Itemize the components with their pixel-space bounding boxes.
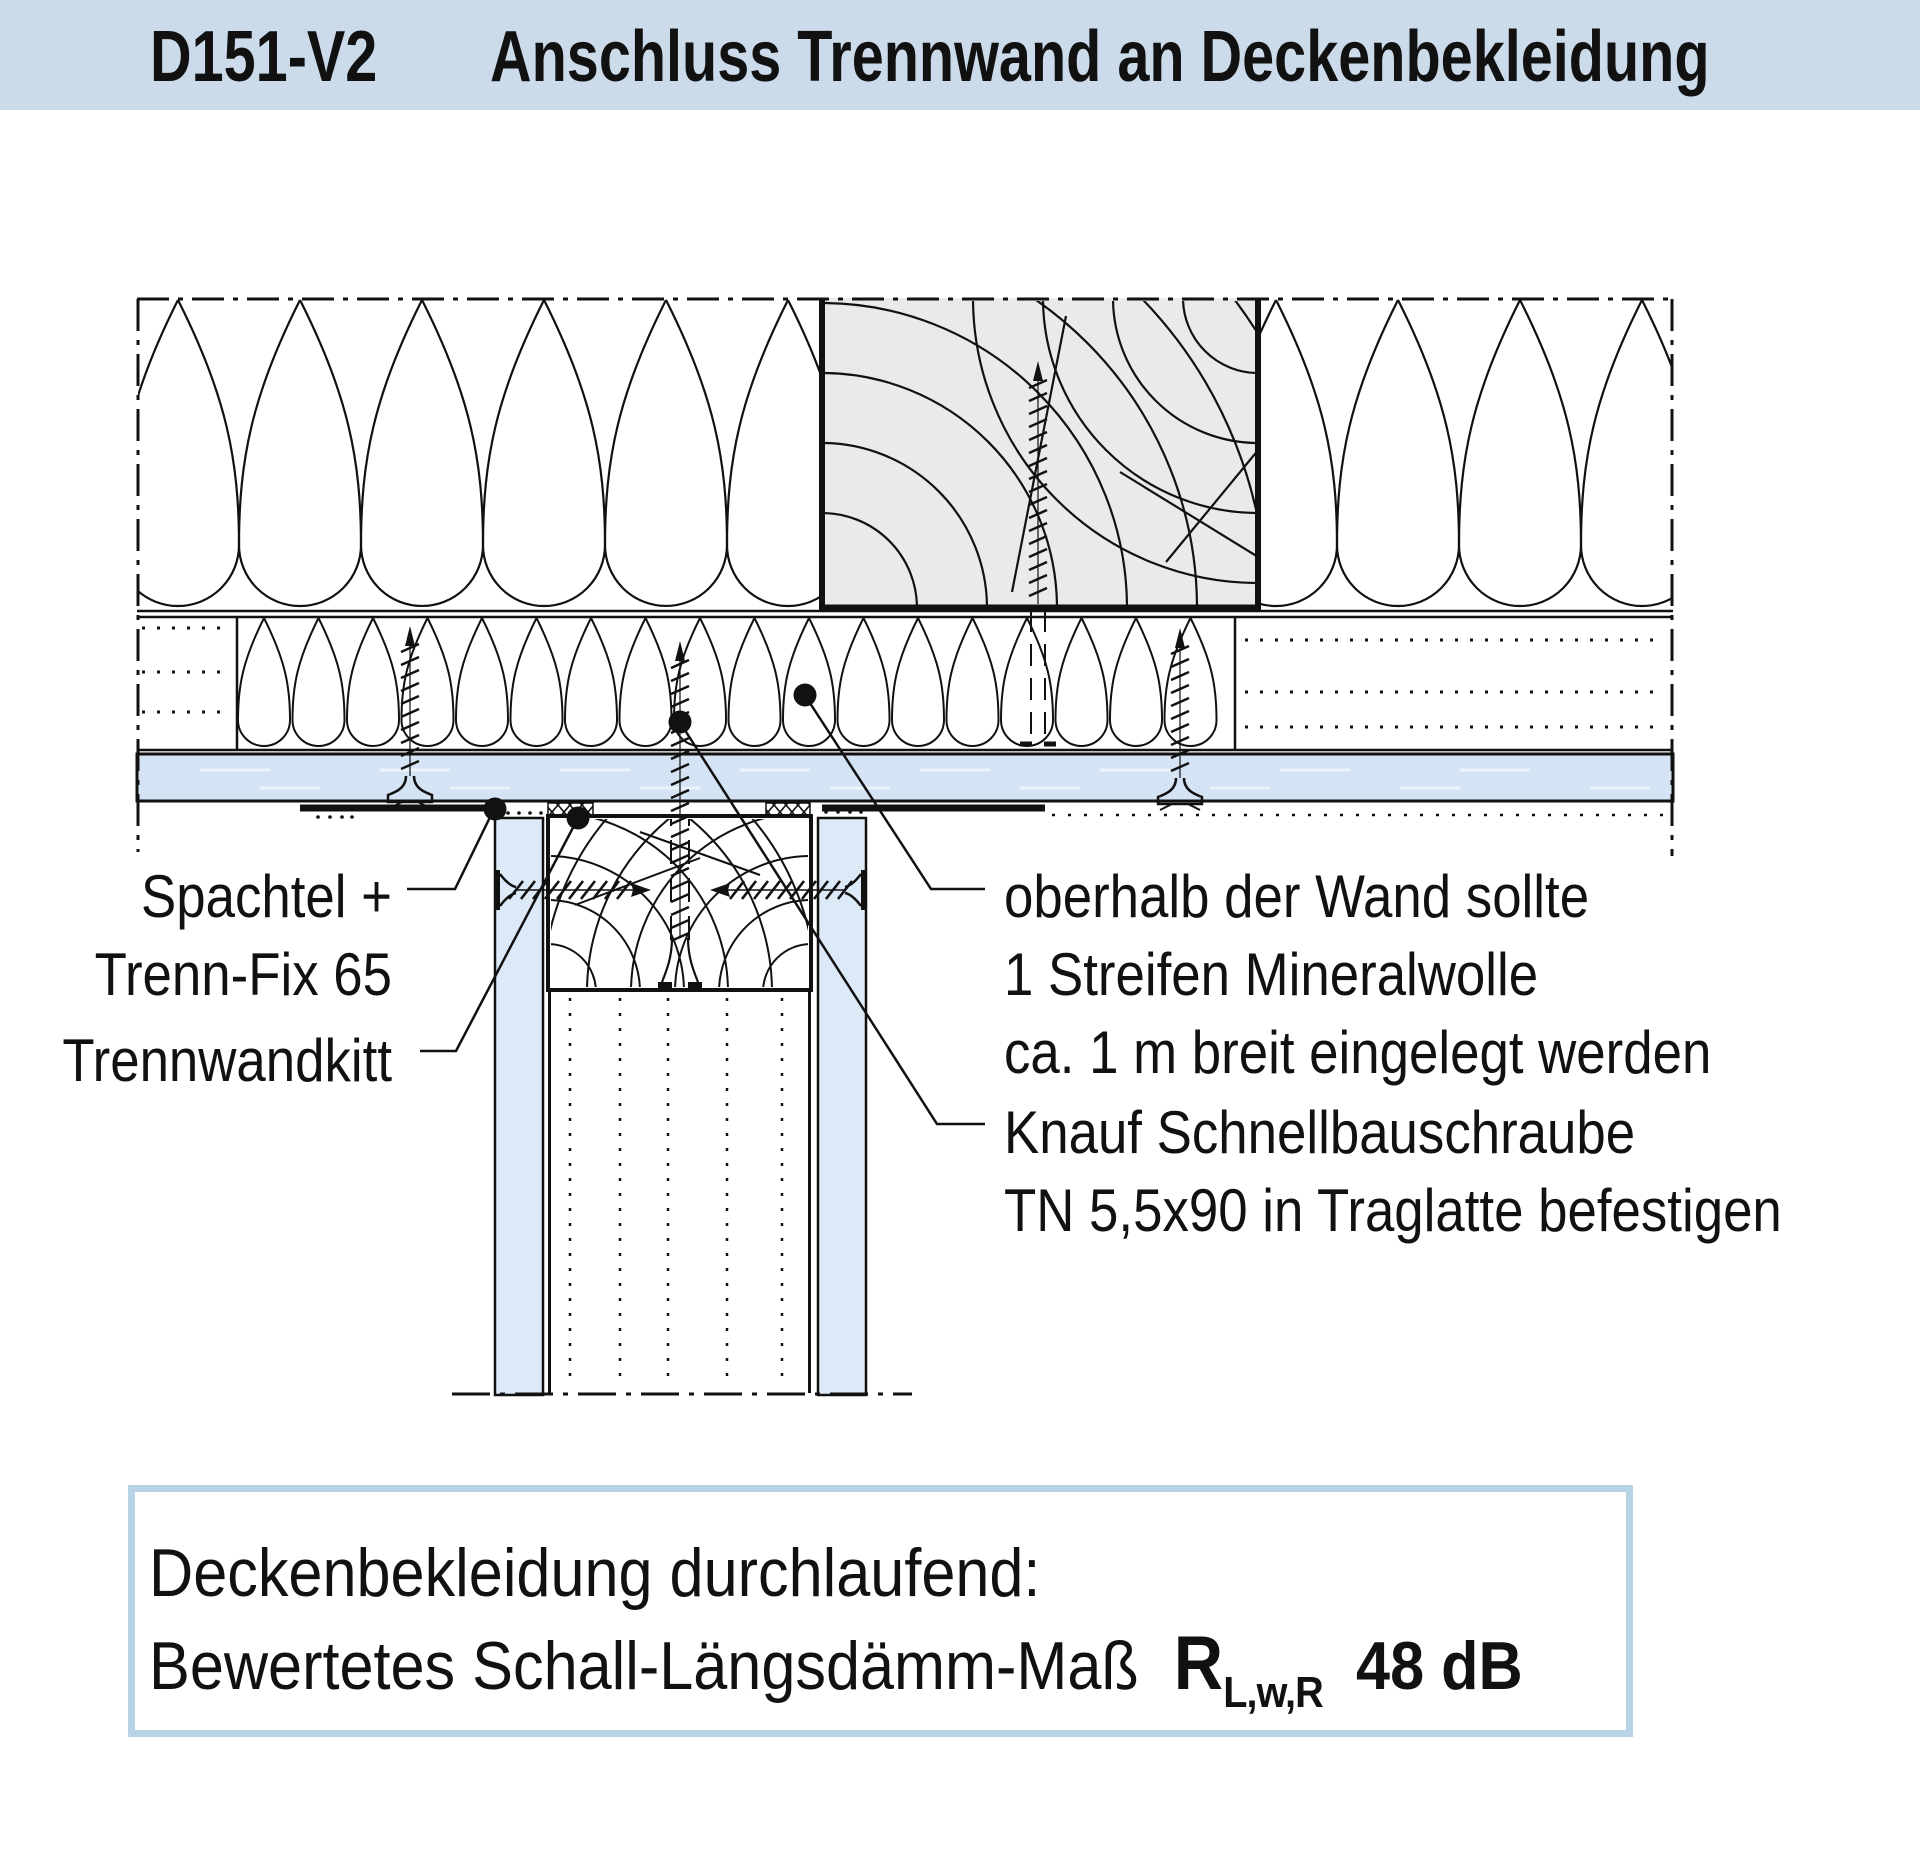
label-line: 1 Streifen Mineralwolle: [1004, 941, 1539, 1008]
ceiling-board: [137, 754, 1673, 801]
callout-dot: [794, 684, 817, 707]
callout-label-spachtel-trennfix: [47, 858, 392, 1014]
rating-value: 48 dB: [1356, 1628, 1523, 1704]
callout-label-trennwandkitt: [47, 1022, 392, 1100]
wall-stud: [550, 990, 810, 1393]
label-line: Trennwandkitt: [62, 1027, 392, 1094]
callout-label-mineralwolle-note: [1004, 858, 1711, 1092]
mineral-wool-strip-edges: [237, 617, 1235, 750]
callout-label-schnellbauschraube-note: [1004, 1094, 1782, 1250]
label-line: Knauf Schnellbauschraube: [1004, 1099, 1636, 1166]
callout-dot: [669, 711, 692, 734]
mineral-wool-strip: [238, 618, 1217, 746]
label-line: oberhalb der Wand sollte: [1004, 863, 1590, 930]
acoustic-rating-box: [128, 1485, 1633, 1737]
detail-code: D151-V2: [150, 17, 378, 97]
rating-box-line2: [149, 1620, 1523, 1718]
label-line: Spachtel +: [141, 863, 392, 930]
label-line: Trenn-Fix 65: [94, 941, 393, 1008]
callout-dot: [567, 807, 590, 830]
page-title: Anschluss Trennwand an Deckenbekleidung: [490, 17, 1710, 97]
plenum-dotted-rows: [142, 628, 1665, 727]
callout-dot: [484, 798, 507, 821]
rating-text: Bewertetes Schall-Längsdämm-Maß: [149, 1628, 1139, 1704]
label-line: ca. 1 m breit eingelegt werden: [1004, 1019, 1712, 1086]
rating-box-line1: Deckenbekleidung durchlaufend:: [149, 1535, 1041, 1611]
rating-symbol: R: [1173, 1621, 1224, 1706]
rating-subscript: L,w,R: [1223, 1668, 1323, 1717]
label-line: TN 5,5x90 in Traglatte befestigen: [1004, 1177, 1782, 1244]
